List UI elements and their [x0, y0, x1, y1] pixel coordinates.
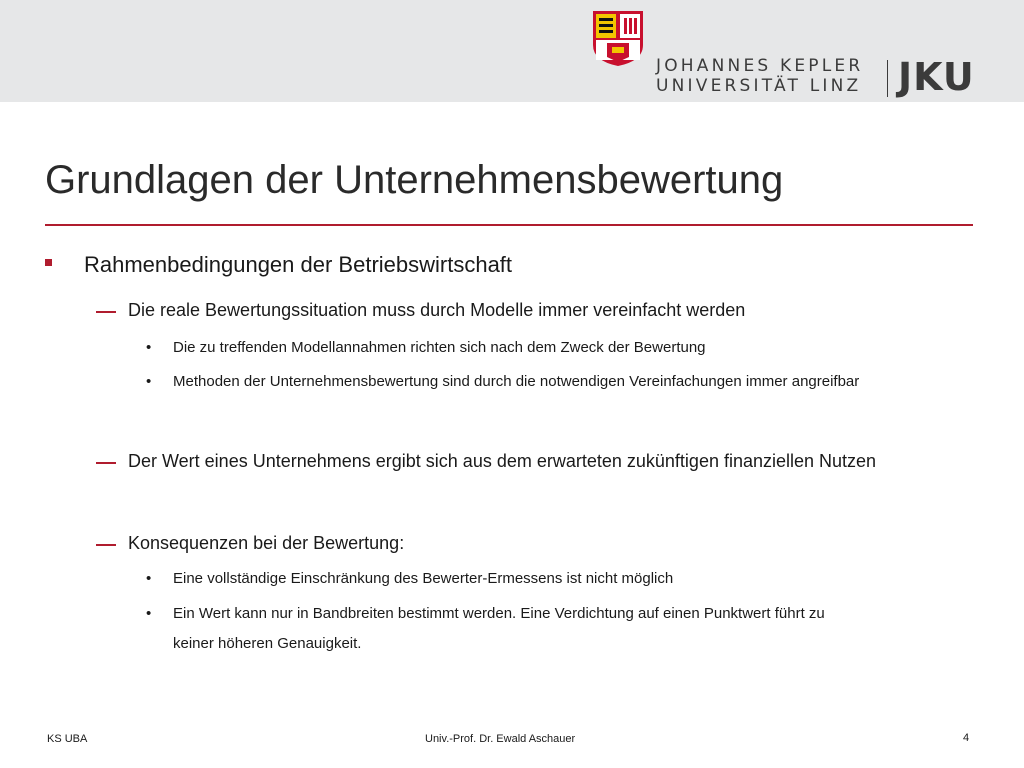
title-underline — [45, 224, 973, 226]
university-name-line1: JOHANNES KEPLER — [656, 56, 864, 76]
slide-title: Grundlagen der Unternehmensbewertung — [45, 158, 784, 202]
dash-bullet-icon — [96, 462, 116, 464]
bullet-marker: • — [146, 339, 152, 356]
university-name-line2: UNIVERSITÄT LINZ — [656, 76, 862, 96]
bullet-marker: • — [146, 373, 152, 390]
bullet-marker: • — [146, 570, 152, 587]
point3-text: Konsequenzen bei der Bewertung: — [128, 533, 405, 553]
logo-divider — [887, 60, 888, 97]
point1-bullet1: Die zu treffenden Modellannahmen richten sich nach dem Zweck der Bewertung — [173, 339, 706, 356]
jku-crest-icon — [591, 9, 645, 67]
bullet-marker: • — [146, 605, 152, 622]
dash-bullet-icon — [96, 311, 116, 313]
point2-text: Der Wert eines Unternehmens ergibt sich aus dem erwarteten zukünftigen finanziellen Nutzen — [128, 451, 877, 471]
point1-bullet2: Methoden der Unternehmensbewertung sind durch die notwendigen Vereinfachungen immer angreifbar — [173, 373, 860, 390]
point1-text: Die reale Bewertungssituation muss durch Modelle immer vereinfacht werden — [128, 300, 746, 320]
point3-bullet1: Eine vollständige Einschränkung des Bewerter-Ermessens ist nicht möglich — [173, 570, 674, 587]
jku-logo-text: JKU — [898, 55, 975, 99]
point3-bullet2-continuation: keiner höheren Genauigkeit. — [173, 635, 362, 652]
footer-author: Univ.-Prof. Dr. Ewald Aschauer — [425, 733, 576, 745]
dash-bullet-icon — [96, 544, 116, 546]
page-number: 4 — [963, 732, 970, 744]
university-name — [656, 56, 886, 96]
point3-bullet2: Ein Wert kann nur in Bandbreiten bestimmt werden. Eine Verdichtung auf einen Punktwert führt zu — [173, 605, 825, 622]
footer-course: KS UBA — [47, 733, 88, 745]
level1-heading: Rahmenbedingungen der Betriebswirtschaft — [84, 252, 513, 277]
square-bullet-icon — [45, 259, 52, 266]
